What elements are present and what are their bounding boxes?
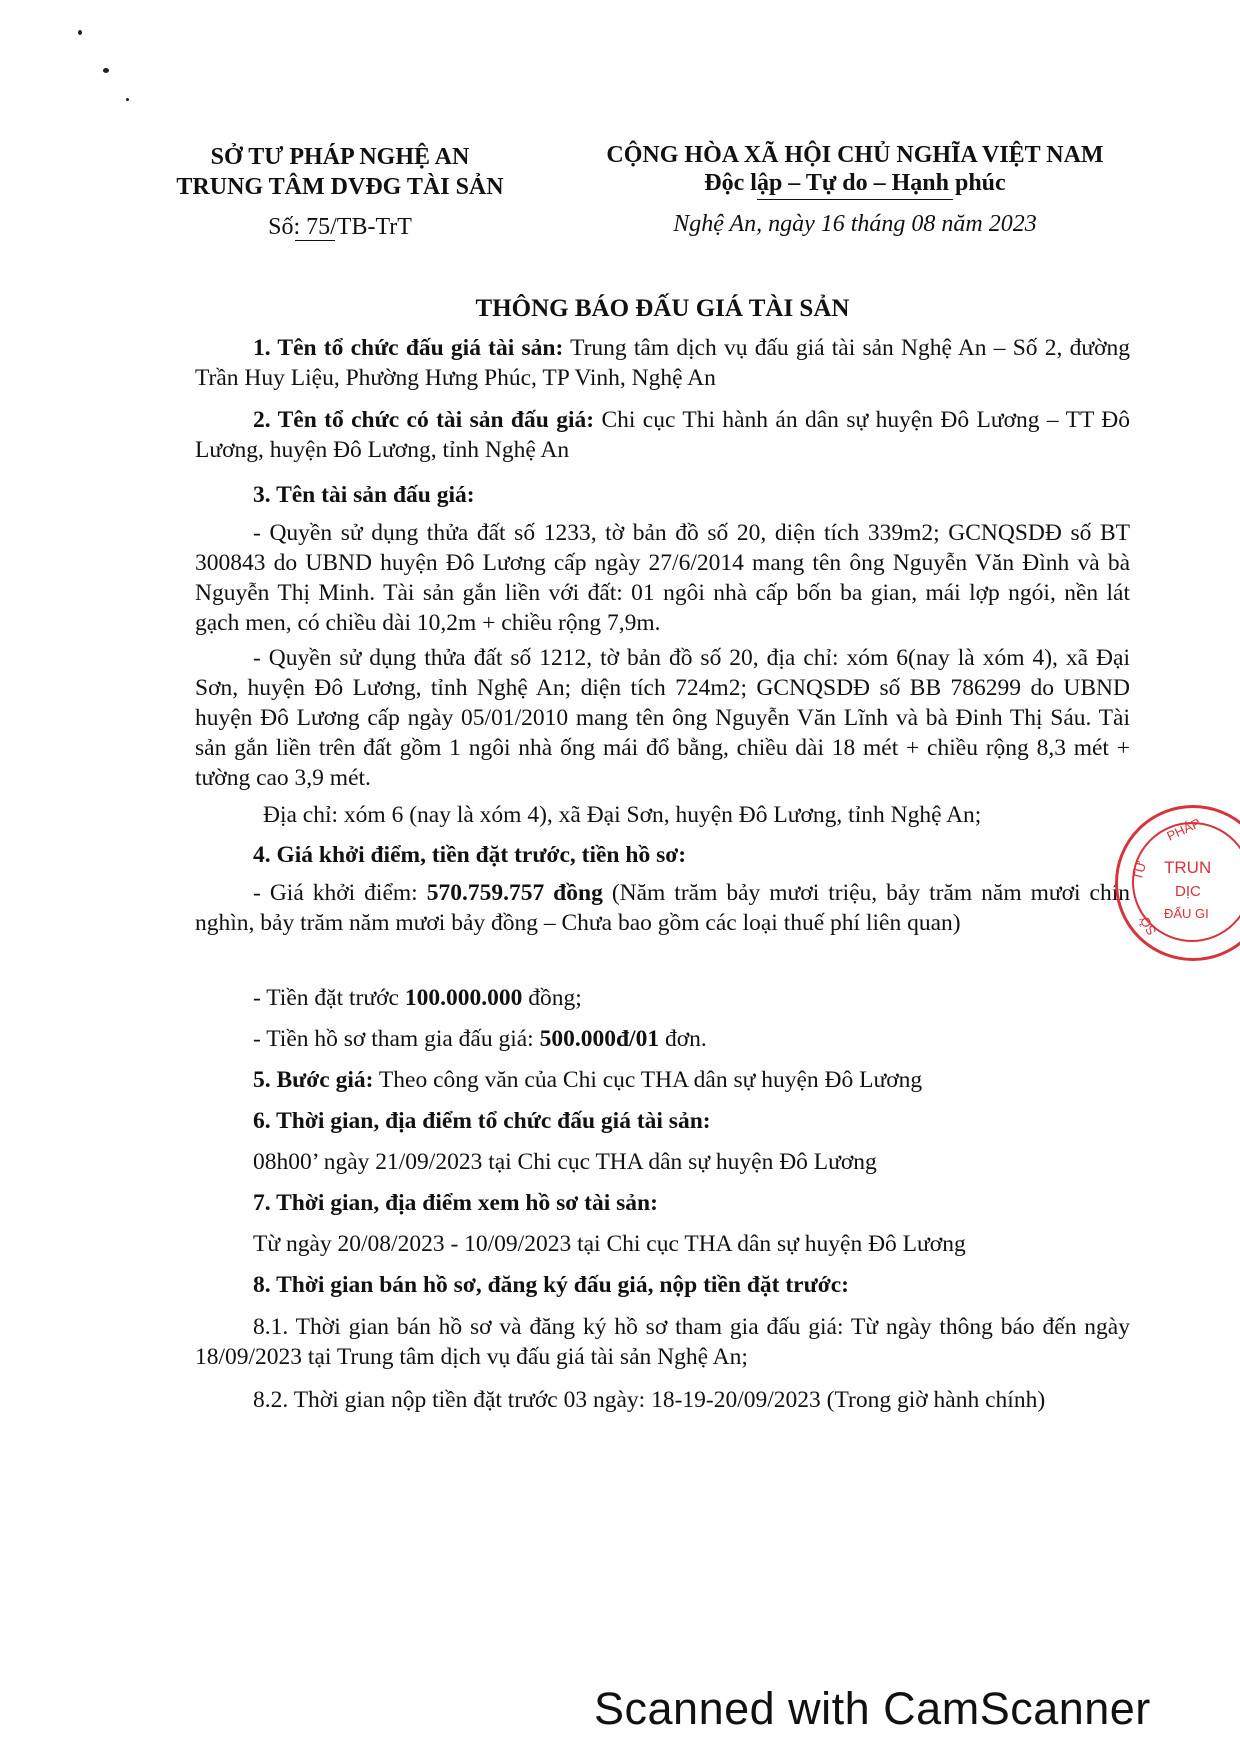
deposit-value: 100.000.000 [404, 985, 523, 1011]
agency-name: SỞ TƯ PHÁP NGHỆ AN [210, 144, 470, 170]
national-title: CỘNG HÒA XÃ HỘI CHỦ NGHĨA VIỆT NAM [606, 142, 1104, 168]
fee-suffix: đơn. [659, 1026, 707, 1052]
seal-text: TƯ [1129, 859, 1150, 882]
header-right-rule [757, 199, 953, 200]
section-7-label: 7. Thời gian, địa điểm xem hồ sơ tài sản: [253, 1190, 658, 1216]
scan-speck [126, 98, 129, 101]
section-8-2: 8.2. Thời gian nộp tiền đặt trước 03 ngày: 18-19-20/09/2023 (Trong giờ hành chính) [253, 1387, 1046, 1413]
seal-text: TRUN [1164, 858, 1212, 877]
section-6-text: 08h00’ ngày 21/09/2023 tại Chi cục THA dân sự huyện Đô Lương [253, 1149, 877, 1175]
scan-speck [78, 30, 82, 35]
camscanner-watermark: Scanned with CamScanner [594, 1683, 1151, 1734]
starting-price-prefix: - Giá khởi điểm: [253, 880, 427, 906]
doc-number: Số: 75/TB-TrT [268, 214, 412, 240]
section-2-text: Chi cục Thi hành án dân sự huyện Đô Lương – TT Đô Lương, huyện Đô Lương, tỉnh Nghệ An [195, 407, 1131, 463]
application-fee [195, 1024, 1130, 1054]
seal-text: ĐẤU GI [1164, 906, 1209, 921]
section-1-label: 1. Tên tổ chức đấu giá tài sản: [253, 335, 564, 361]
section-6-heading [195, 1106, 1130, 1136]
starting-price-value: 570.759.757 đồng [426, 880, 603, 906]
national-motto: Độc lập – Tự do – Hạnh phúc [704, 170, 1006, 196]
deposit-suffix: đồng; [522, 985, 582, 1011]
asset-item-1: - Quyền sử dụng thửa đất số 1233, tờ bản đồ số 20, diện tích 339m2; GCNQSDĐ số BT 300843 do UBND huyện Đô Lương cấp ngày 27/6/2014 mang tên ông Nguyễn Văn Đình và bà Nguyễn Thị Minh. Tài sản gắn liền với đất: 01 ngôi nhà cấp bốn ba gian, mái lợp ngói, nền lát gạch men, có chiều dài 10,2m + chiều rộng 7,9m. [195, 520, 1130, 636]
section-2 [195, 405, 1130, 465]
section-4-heading [195, 840, 1130, 870]
section-4-label: 4. Giá khởi điểm, tiền đặt trước, tiền hồ sơ: [253, 842, 687, 868]
section-3-label: 3. Tên tài sản đấu giá: [253, 482, 475, 508]
section-7-heading [195, 1188, 1130, 1218]
section-5 [195, 1065, 1130, 1095]
section-3-heading [195, 480, 1130, 510]
starting-price-text: (Năm trăm bảy mươi triệu, bảy trăm năm mươi chín nghìn, bảy trăm năm mươi bảy đồng – Chưa bao gồm các loại thuế phí liên quan) [195, 880, 1131, 936]
seal-text: DỊC [1175, 883, 1201, 900]
section-6-label: 6. Thời gian, địa điểm tổ chức đấu giá tài sản: [253, 1108, 711, 1134]
deposit-prefix: - Tiền đặt trước [253, 985, 405, 1011]
section-2-label: 2. Tên tổ chức có tài sản đấu giá: [253, 407, 595, 433]
starting-price [195, 878, 1130, 938]
asset-address: Địa chỉ: xóm 6 (nay là xóm 4), xã Đại Sơn, huyện Đô Lương, tỉnh Nghệ An; [263, 802, 982, 828]
date-line: Nghệ An, ngày 16 tháng 08 năm 2023 [673, 211, 1037, 237]
section-1-text: Trung tâm dịch vụ đấu giá tài sản Nghệ An – Số 2, đường Trần Huy Liệu, Phường Hưng Phúc, TP Vinh, Nghệ An [195, 335, 1130, 391]
seal-text: SỞ [1136, 913, 1160, 938]
center-name: TRUNG TÂM DVĐG TÀI SẢN [176, 174, 504, 200]
section-5-label: 5. Bước giá: [253, 1067, 374, 1093]
fee-prefix: - Tiền hồ sơ tham gia đấu giá: [253, 1026, 540, 1052]
asset-item-2: - Quyền sử dụng thửa đất số 1212, tờ bản đồ số 20, địa chỉ: xóm 6(nay là xóm 4), xã Đại Sơn, huyện Đô Lương, tỉnh Nghệ An; diện tích 724m2; GCNQSDĐ số BB 786299 do UBND huyện Đô Lương cấp ngày 05/01/2010 mang tên ông Nguyễn Văn Lĩnh và bà Đinh Thị Sáu. Tài sản gắn liền trên đất gồm 1 ngôi nhà ống mái đổ bằng, chiều dài 18 mét + chiều rộng 8,3 mét + tường cao 3,9 mét. [195, 645, 1130, 791]
document-title: THÔNG BÁO ĐẤU GIÁ TÀI SẢN [475, 295, 850, 322]
scan-speck [103, 68, 109, 73]
fee-value: 500.000đ/01 [539, 1026, 660, 1052]
section-8-label: 8. Thời gian bán hồ sơ, đăng ký đấu giá, nộp tiền đặt trước: [253, 1272, 849, 1298]
section-8-heading [195, 1270, 1130, 1300]
section-8-1: 8.1. Thời gian bán hồ sơ và đăng ký hồ sơ tham gia đấu giá: Từ ngày thông báo đến ngày 18/09/2023 tại Trung tâm dịch vụ đấu giá tài sản Nghệ An; [195, 1314, 1130, 1370]
deposit [195, 983, 1130, 1013]
section-1 [195, 333, 1130, 393]
section-5-text: Theo công văn của Chi cục THA dân sự huyện Đô Lương [373, 1067, 923, 1093]
official-seal [1115, 805, 1240, 961]
header-left-rule [295, 240, 335, 241]
section-7-text: Từ ngày 20/08/2023 - 10/09/2023 tại Chi cục THA dân sự huyện Đô Lương [253, 1231, 966, 1257]
seal-text: PHÁP [1164, 815, 1203, 844]
